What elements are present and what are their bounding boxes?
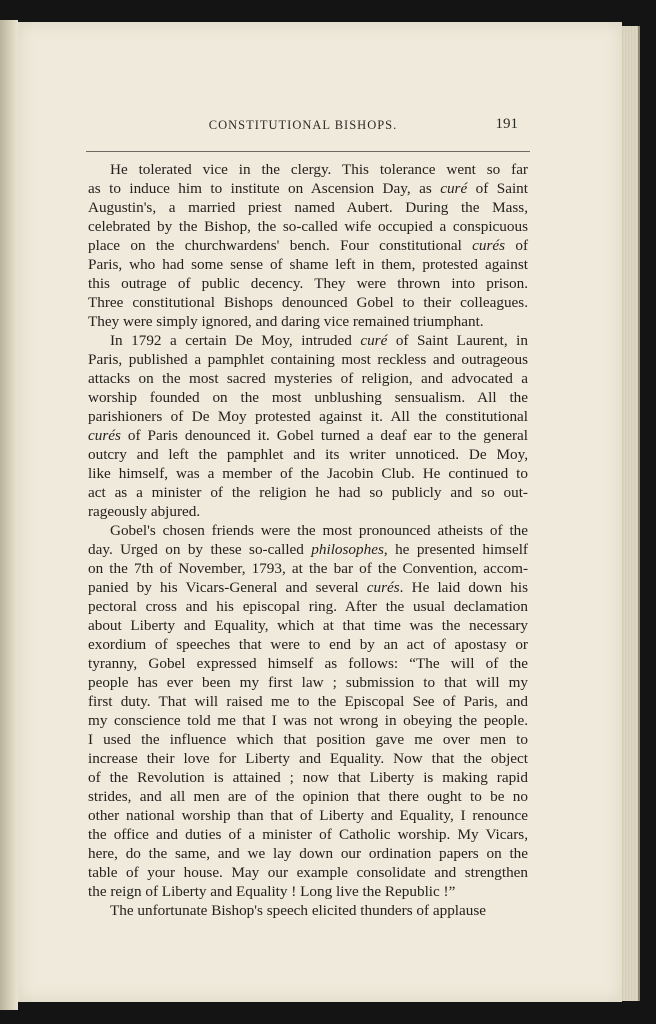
text-line: Paris, who had some sense of shame left in them, protested against — [88, 256, 528, 273]
page-header — [88, 118, 518, 138]
text-line: act as a minister of the religion he had so publicly and so out- — [88, 484, 528, 501]
text-line: the reign of Liberty and Equality ! Long live the Republic !” — [88, 883, 456, 900]
text-line: rageously abjured. — [88, 503, 201, 520]
text-line: people has ever been my first law ; submission to that will my — [88, 674, 528, 691]
text-line: worship founded on the most unblushing sensualism. All the — [88, 389, 528, 406]
text-line: panied by his Vicars-General and several curés. He laid down his — [88, 579, 528, 596]
text-line: this outrage of public decency. They were thrown into prison. — [88, 275, 528, 292]
text-line: Augustin's, a married priest named Aubert. During the Mass, — [88, 199, 528, 216]
text-line: exordium of speeches that were to end by an act of apostasy or — [88, 636, 528, 653]
header-rule — [86, 151, 530, 152]
text-line: as to induce him to institute on Ascension Day, as curé of Saint — [88, 180, 528, 197]
body-text — [88, 160, 528, 920]
text-line: outcry and left the pamphlet and its writer unnoticed. De Moy, — [88, 446, 528, 463]
text-line: strides, and all men are of the opinion that there ought to be no — [88, 788, 528, 805]
text-line: They were simply ignored, and daring vice remained triumphant. — [88, 313, 484, 330]
page-number: 191 — [495, 116, 518, 132]
text-line: attacks on the most sacred mysteries of religion, and advocated a — [88, 370, 528, 387]
text-line: pectoral cross and his episcopal ring. After the usual declamation — [88, 598, 528, 615]
text-line: the office and duties of a minister of Catholic worship. My Vicars, — [88, 826, 528, 843]
facing-page-edge — [0, 20, 18, 1010]
text-line: In 1792 a certain De Moy, intruded curé of Saint Laurent, in — [110, 332, 528, 349]
text-line: first duty. That will raised me to the Episcopal See of Paris, and — [88, 693, 528, 710]
text-line: other national worship than that of Liberty and Equality, I renounce — [88, 807, 528, 824]
running-head: CONSTITUTIONAL BISHOPS. — [208, 118, 398, 132]
text-line: He tolerated vice in the clergy. This tolerance went so far — [110, 161, 528, 178]
text-line: of the Revolution is attained ; now that Liberty is making rapid — [88, 769, 528, 786]
text-line: curés of Paris denounced it. Gobel turned a deaf ear to the general — [88, 427, 528, 444]
text-line: tyranny, Gobel expressed himself as follows: “The will of the — [88, 655, 528, 672]
text-line: my conscience told me that I was not wrong in obeying the people. — [88, 712, 528, 729]
text-line: The unfortunate Bishop's speech elicited thunders of applause — [110, 902, 486, 919]
page-stack-edge — [622, 26, 640, 1001]
text-line: day. Urged on by these so-called philosophes, he presented himself — [88, 541, 528, 558]
text-line: here, do the same, and we lay down our ordination papers on the — [88, 845, 528, 862]
text-line: table of your house. May our example consolidate and strengthen — [88, 864, 528, 881]
text-line: about Liberty and Equality, which at that time was the necessary — [88, 617, 528, 634]
text-line: increase their love for Liberty and Equality. Now that the object — [88, 750, 528, 767]
text-line: parishioners of De Moy protested against it. All the constitutional — [88, 408, 528, 425]
text-line: I used the influence which that position gave me over men to — [88, 731, 528, 748]
text-line: Three constitutional Bishops denounced Gobel to their colleagues. — [88, 294, 528, 311]
text-line: place on the churchwardens' bench. Four constitutional curés of — [88, 237, 529, 254]
text-line: on the 7th of November, 1793, at the bar of the Convention, accom- — [88, 560, 528, 577]
text-line: Gobel's chosen friends were the most pronounced atheists of the — [110, 522, 528, 539]
text-line: celebrated by the Bishop, the so-called wife occupied a conspicuous — [88, 218, 528, 235]
text-line: like himself, was a member of the Jacobin Club. He continued to — [88, 465, 528, 482]
text-line: Paris, published a pamphlet containing most reckless and outrageous — [88, 351, 528, 368]
